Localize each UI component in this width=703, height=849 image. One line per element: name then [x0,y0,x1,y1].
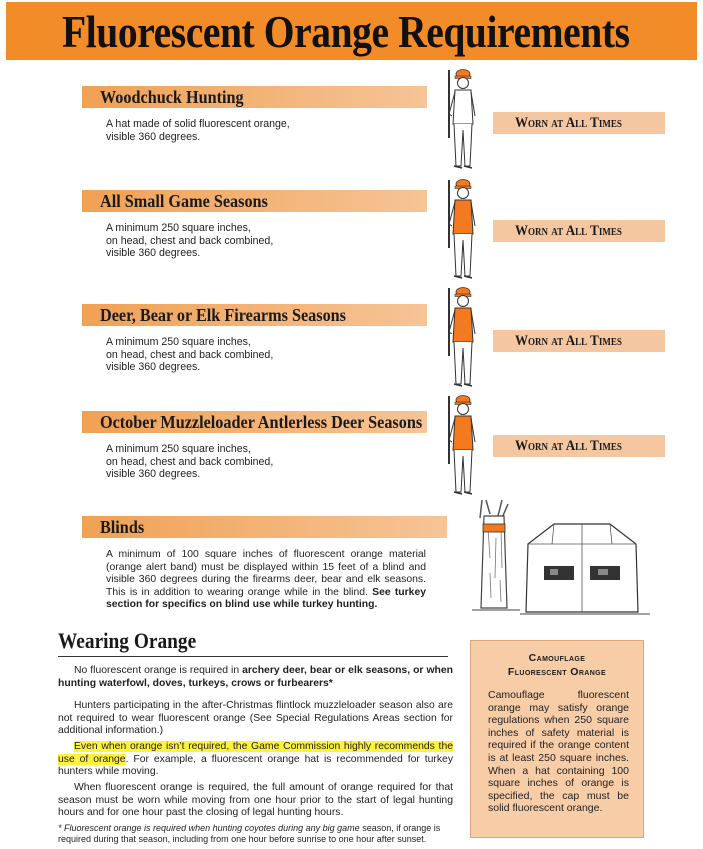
section-title-muzzleloader: October Muzzleloader Antlerless Deer Seasons [100,411,423,432]
worn-label-text: Worn at All Times [515,222,622,239]
camouflage-orange-box [470,640,644,838]
section-bar-blinds [82,516,447,538]
section-text-small-game [106,222,406,260]
worn-at-all-times-label [493,112,665,134]
paragraph-recommendation [58,741,453,779]
section-title-firearms: Deer, Bear or Elk Firearms Seasons [100,304,346,325]
section-bar-muzzleloader [82,411,427,433]
p3-text: . For example, a fluorescent orange hat is recommended for turkey hunters while moving. [58,753,454,778]
wearing-orange-heading: Wearing Orange [58,628,197,653]
text-line: on head, chest and back combined, [106,455,274,468]
tree-and-blind-illustration [470,498,666,626]
section-title-blinds: Blinds [100,516,145,537]
worn-label-text: Worn at All Times [515,437,622,454]
worn-label-text: Worn at All Times [515,114,622,131]
highlighted-recommendation: Even when orange isn’t required, the Game Commission highly recommends the use of orange [58,741,453,765]
section-bar-firearms [82,304,427,326]
text-line: A hat made of solid fluorescent orange, [106,118,290,130]
worn-at-all-times-label [493,330,665,352]
paragraph-flintlock [58,700,453,738]
paragraph-no-orange-required [58,665,453,690]
text-line: on head, chest and back combined, [106,234,274,247]
heading-divider [58,656,448,657]
section-text-woodchuck [106,118,406,143]
text-line: A minimum 250 square inches, [106,443,251,455]
p4-text: When fluorescent orange is required, the full amount of orange required for that season must be worn while moving from one hour prior to the start of legal hunting hours and for one hour past the closing of legal hunting hours. [58,782,453,819]
p2-text: Hunters participating in the after-Christmas flintlock muzzleloader season also are not required to wear fluorescent orange (See Special Regulations Areas section for additional information.) [58,700,453,737]
section-bar-woodchuck [82,86,427,108]
footnote-italic: * Fluorescent orange is required when hunting coyotes during any big game [58,823,360,833]
footnote [58,823,453,846]
section-title-woodchuck: Woodchuck Hunting [100,86,244,107]
hunter-orange-vest-illustration [438,176,484,286]
hunter-orange-vest-illustration [438,392,484,502]
text-line: A minimum 250 square inches, [106,336,251,348]
camo-text: Camouflage fluorescent orange may satisfy orange regulations when 250 square inches of safety material is required if the orange content is at least 250 square inches. When a hat containing 100 square inches of orange is specified, the cap must be solid fluorescent orange. [488,689,629,815]
worn-at-all-times-label [493,220,665,242]
blinds-text [106,549,426,612]
worn-label-text: Worn at All Times [515,332,622,349]
hunter-orange-vest-illustration [438,284,484,394]
section-bar-small-game [82,190,427,212]
p1-text: No fluorescent orange is required in [74,665,243,676]
text-line: on head, chest and back combined, [106,348,274,361]
section-text-firearms [106,336,406,374]
blinds-body: A minimum of 100 square inches of fluorescent orange material (orange alert band) must be displayed within 15 feet of a blind and visible 360 degrees during the firearms deer, bear and elk seasons. This is in addition to wearing orange while in the blind. [106,549,426,598]
worn-at-all-times-label [493,435,665,457]
hunter-hat-only-illustration [438,66,484,176]
text-line: visible 360 degrees. [106,247,201,260]
p1-bold-text: archery deer, bear or elk seasons, or when hunting waterfowl, doves, turkeys, crows or furbearers* [58,665,453,689]
section-text-muzzleloader [106,443,406,481]
footnote-text: season, if orange is required during that season, including from one hour before sunrise to one hour after sunset. [58,823,441,845]
camo-title-line: Camouflage [528,652,586,664]
title-banner [6,2,697,60]
camo-title-line: Fluorescent Orange [507,666,607,678]
text-line: visible 360 degrees. [106,130,201,143]
section-title-small-game: All Small Game Seasons [100,190,268,211]
paragraph-when-required [58,782,453,820]
page-title: Fluorescent Orange Requirements [62,5,630,57]
text-line: visible 360 degrees. [106,468,201,481]
camo-title [471,651,643,679]
blinds-bold-note: See turkey section for specifics on blind use while turkey hunting. [106,586,427,611]
text-line: A minimum 250 square inches, [106,222,251,234]
text-line: visible 360 degrees. [106,361,201,374]
